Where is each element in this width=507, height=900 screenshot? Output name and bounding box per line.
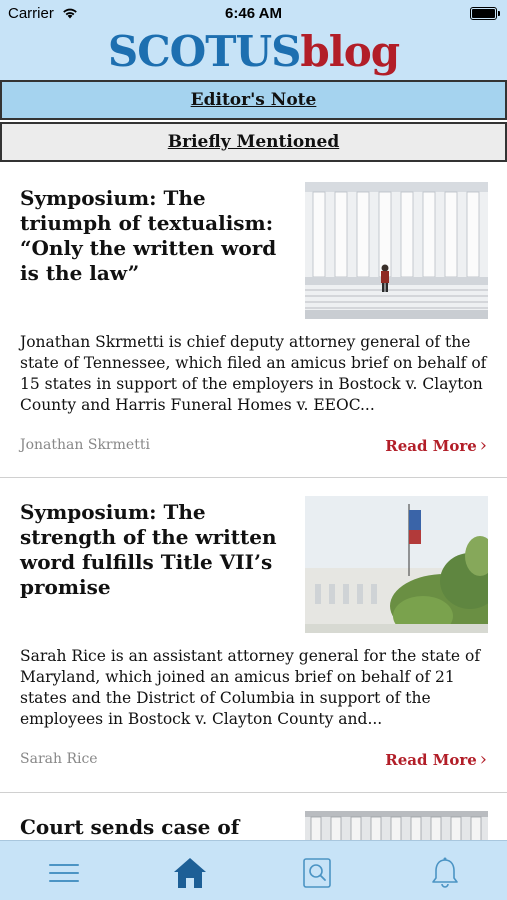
article-excerpt: Jonathan Skrmetti is chief deputy attorney general of the state of Tennessee, which filed an amicus brief on behalf of 15 states in support of the employers in Bostock v. Clayton County and Harris Funeral Homes v. EEOC... (20, 333, 487, 414)
article-thumbnail[interactable] (305, 182, 488, 319)
article-card[interactable] (0, 793, 507, 840)
article-excerpt: Sarah Rice is an assistant attorney general for the state of Maryland, which joined an amicus brief on behalf of 21 states and the District of Columbia in support of the employees in Bostock v. Clayton County and... (20, 647, 481, 728)
battery-icon (470, 7, 497, 20)
search-icon[interactable] (299, 855, 335, 891)
briefly-mentioned-link[interactable]: Briefly Mentioned (0, 122, 507, 162)
article-card[interactable] (0, 164, 507, 477)
article-thumbnail[interactable] (305, 496, 488, 633)
chevron-right-icon: › (479, 435, 487, 456)
article-title[interactable]: Court sends case of (20, 815, 240, 839)
app-header (0, 28, 507, 80)
menu-icon[interactable] (46, 855, 82, 891)
article-author: Sarah Rice (20, 751, 98, 767)
article-thumbnail[interactable] (305, 811, 488, 840)
article-title[interactable]: Symposium: The strength of the written word fulfills Title VII’s promise (20, 500, 277, 599)
logo-part-scotus: SCOTUS (107, 27, 301, 76)
home-icon[interactable] (172, 855, 208, 891)
tab-bar (0, 840, 507, 900)
status-bar (0, 0, 507, 28)
article-title[interactable]: Symposium: The triumph of textualism: “Only the written word is the law” (20, 186, 277, 285)
read-more-link[interactable] (385, 435, 487, 456)
chevron-right-icon: › (479, 749, 487, 770)
logo-part-blog: blog (300, 27, 400, 76)
carrier-label: Carrier (8, 5, 54, 22)
read-more-link[interactable] (385, 749, 487, 770)
article-card[interactable] (0, 478, 507, 792)
read-more-label: Read More (385, 751, 477, 769)
bell-icon[interactable] (427, 855, 463, 891)
clock: 6:46 AM (225, 5, 282, 22)
editors-note-link[interactable]: Editor's Note (0, 80, 507, 120)
read-more-label: Read More (385, 437, 477, 455)
scotusblog-logo[interactable] (0, 28, 507, 76)
article-author: Jonathan Skrmetti (20, 437, 150, 453)
